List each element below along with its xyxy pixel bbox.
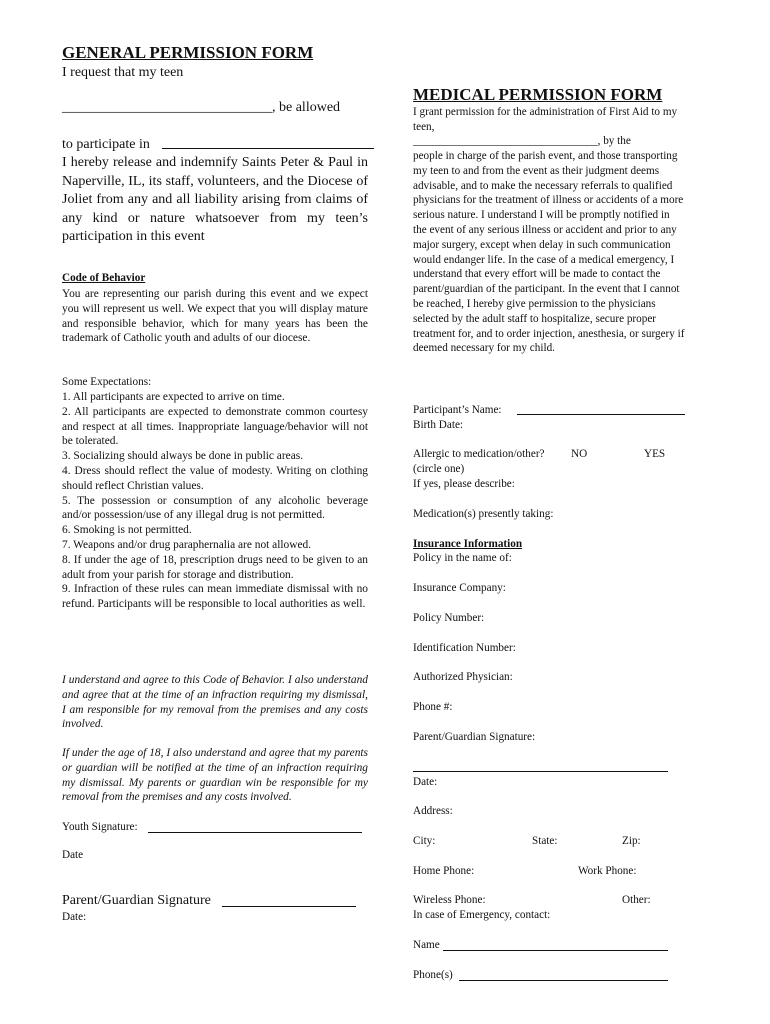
other-phone-label: Other: (622, 894, 651, 906)
policy-name-label: Policy in the name of: (413, 552, 512, 564)
home-phone-label: Home Phone: (413, 865, 475, 877)
if-yes-label: If yes, please describe: (413, 478, 515, 490)
teen-name-line: ______________________________, be allowed (62, 100, 341, 115)
wireless-phone-label: Wireless Phone: (413, 894, 486, 906)
emergency-name-label: Name (413, 939, 440, 951)
medical-form-title: MEDICAL PERMISSION FORM (413, 85, 663, 104)
participant-name-label: Participant’s Name: (413, 404, 502, 416)
parent-signature-label: Parent/Guardian Signature (62, 893, 211, 908)
allergic-no[interactable]: NO (571, 448, 588, 460)
expectation-item: 8. If under the age of 18, prescription drugs need to be given to an adult from your parish for storage and distribution. (62, 553, 368, 581)
id-number-label: Identification Number: (413, 642, 516, 654)
expectation-item: 5. The possession or consumption of any alcoholic beverage and/or possession/use of any illegal drug is not permitted. (62, 494, 368, 522)
expectation-item: 6. Smoking is not permitted. (62, 524, 192, 537)
medical-date-label: Date: (413, 776, 438, 788)
expectation-item: 2. All participants are expected to demonstrate common courtesy and respect at all times. Inappropriate language/behavior will not be tolerated. (62, 405, 368, 448)
work-phone-label: Work Phone: (578, 865, 637, 877)
youth-signature-label: Youth Signature: (62, 821, 138, 833)
city-label: City: (413, 835, 436, 847)
date-label-1: Date (62, 849, 84, 861)
request-text: I request that my teen (62, 65, 184, 80)
expectation-item: 1. All participants are expected to arrive on time. (62, 391, 285, 403)
state-label: State: (532, 835, 558, 847)
medications-label: Medication(s) presently taking: (413, 508, 554, 520)
expectation-item: 7. Weapons and/or drug paraphernalia are not allowed. (62, 538, 312, 551)
agreement-paragraph-1: I understand and agree to this Code of Behavior. I also understand and agree that at the time of an infraction requiring my dismissal, I am responsible for my removal from the premises and any costs involved. (62, 674, 368, 731)
code-heading-text: Code of Behavior (62, 272, 146, 284)
insurance-heading-text: Insurance Information (413, 538, 523, 550)
release-paragraph: I hereby release and indemnify Saints Peter & Paul in Naperville, IL, its staff, volunteers, and the Diocese of Joliet from any and all liability arising from claims of any kind or nature whatsoever from my teen’s participation in this event (62, 155, 368, 244)
emergency-name-line[interactable] (443, 950, 668, 951)
event-name-line (162, 148, 374, 149)
participant-name-line[interactable] (517, 414, 685, 415)
parent-signature-line[interactable] (222, 906, 356, 907)
allergic-label: Allergic to medication/other? (413, 448, 545, 460)
physician-phone-label: Phone #: (413, 701, 453, 713)
policy-number-label: Policy Number: (413, 612, 485, 624)
insurance-company-label: Insurance Company: (413, 582, 506, 594)
agreement-paragraph-2: If under the age of 18, I also understand and agree that my parents or guardian will be notified at the time of an infraction requiring my dismissal. My parents or guardian win be responsible for my removal from the premises and any costs involved. (62, 747, 368, 804)
emergency-phones-line[interactable] (459, 980, 668, 981)
general-form-title: GENERAL PERMISSION FORM (62, 43, 314, 62)
grant-body: people in charge of the parish event, and those transporting my teen to and from the event as their judgment deems advisable, and to make the necessary referrals to qualified physicians for the treatment of illness or accidents of a more serious nature. I understand I will be promptly notified in the event of any serious illness or accident and prior to any major surgery, except when delay in such communication would endanger life. In the case of a medical emergency, I understand that every effort will be made to contact the parent/guardian of the participant. In the event that I cannot be reached, I hereby give permission to the physicians selected by the adult staff to hospitalize, secure proper treatment for, and to order injection, anesthesia, or surgery if deemed necessary for my child. (413, 150, 685, 355)
zip-label: Zip: (622, 835, 641, 847)
expectations-list (62, 390, 368, 612)
expectation-item: 9. Infraction of these rules can mean immediate dismissal with no refund. Participants will be responsible to local authorities as well. (62, 583, 368, 611)
birth-date-label: Birth Date: (413, 419, 464, 431)
emergency-phones-label: Phone(s) (413, 969, 453, 981)
grant-intro: I grant permission for the administration of First Aid to my teen, (413, 106, 678, 133)
emergency-contact-label: In case of Emergency, contact: (413, 909, 551, 921)
youth-signature-line[interactable] (148, 832, 362, 833)
address-label: Address: (413, 805, 453, 817)
date-label-2: Date: (62, 911, 87, 923)
participate-line (62, 136, 150, 155)
teen-name-line-medical: _________________________________, by the (413, 135, 631, 147)
physician-label: Authorized Physician: (413, 671, 513, 683)
medical-parent-signature-label: Parent/Guardian Signature: (413, 731, 536, 743)
circle-one-note: (circle one) (413, 463, 465, 475)
expectation-item: 3. Socializing should always be done in public areas. (62, 450, 304, 463)
participate-label: to participate in (62, 137, 150, 152)
expectation-item: 4. Dress should reflect the value of modesty. Writing on clothing should reflect Christian values. (62, 464, 368, 492)
allergic-yes[interactable]: YES (644, 448, 666, 460)
insurance-heading (413, 537, 522, 552)
medical-signature-line[interactable] (413, 771, 668, 772)
code-intro: You are representing our parish during this event and we expect you will represent us well. We expect that you will display mature and responsible behavior, which for many years has been the trademark of Catholic youth and adults of our diocese. (62, 288, 368, 345)
expectations-heading: Some Expectations: (62, 376, 152, 388)
code-heading (62, 271, 368, 286)
